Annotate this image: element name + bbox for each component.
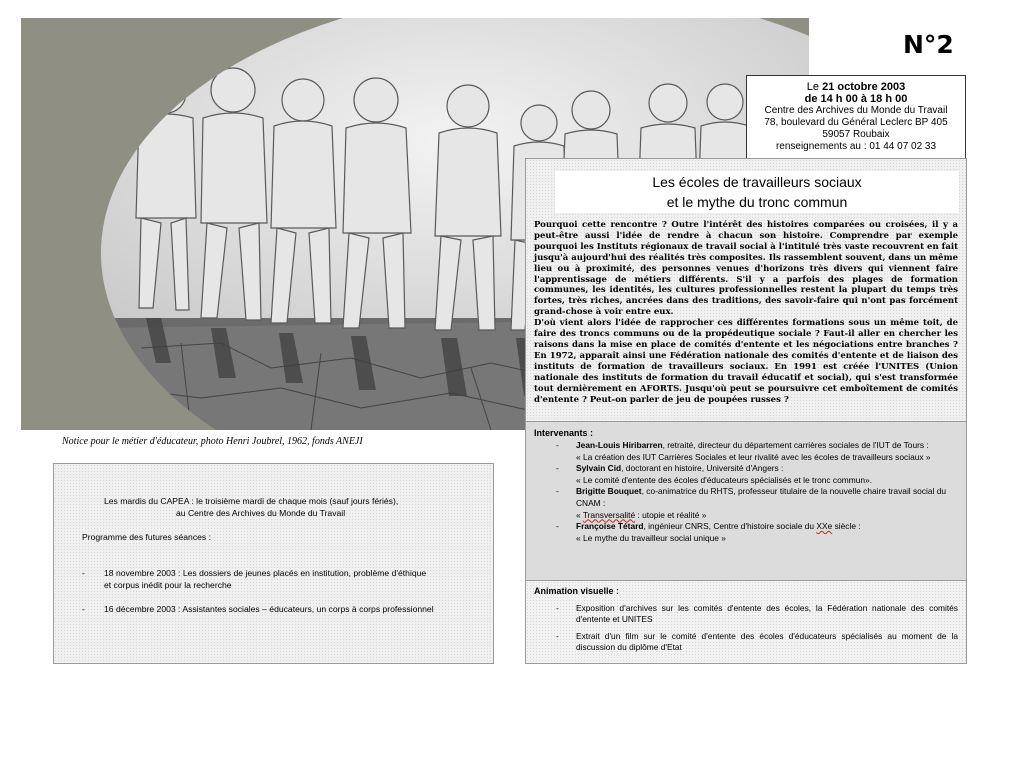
speaker-role: , doctorant en histoire, Université d'Angers : [621, 463, 784, 474]
main-article-panel [525, 158, 967, 422]
article-paragraph: D'où vient alors l'idée de rapprocher ces différentes formations sous un même toit, de faire des troncs communs ou de la propédeutique sociale ? Faut-il aller en chercher les raisons dans la mise en place de comités d'entente et les négociations entre branches ? En 1972, apparaît ainsi une Fédération nationale des comités d'entente et de liaison des instituts de formation de travailleurs sociaux. En 1991 est créée l'UNITES (Union nationale des instituts de formation du travail éducatif et social), qui s'est transformée tout dernièrement en AFORTS. Jusqu'où peut se poursuivre cet emboîtement de comités d'entente ? Peut-on parler de jeu de poupées russes ? [534, 318, 958, 405]
seminar-line1: Les mardis du CAPEA : le troisième mardi de chaque mois (sauf jours fériés), [104, 496, 399, 506]
speaker-talk: « Le comité d'entente des écoles d'éducateurs spécialisés et le tronc commun». [576, 474, 873, 485]
speaker-name: Brigitte Bouquet [576, 486, 642, 497]
session-1-line2: et corpus inédit pour la recherche [104, 580, 232, 590]
program-heading: Programme des futures séances : [82, 532, 211, 542]
visual-item [534, 603, 958, 624]
speakers-panel [525, 421, 967, 581]
visual-list [534, 603, 958, 652]
speaker-talk: « Le mythe du travailleur social unique » [576, 532, 726, 543]
event-date: 21 octobre 2003 [822, 81, 906, 93]
article-paragraph: Pourquoi cette rencontre ? Outre l'intérêt des histoires comparées ou croisées, il y a peut-être aussi l'idée de rendre à chacun son histoire. Comprendre par exemple pourquoi les Instituts régionaux de travail social à l'intitulé très vaste recouvrent en fait jusqu'à aujourd'hui des réalités très composites. Ils rassemblent souvent, dans un même lieu ou à proximité, des personnes venues d'horizons très divers qui viennent faire l'apprentissage de métiers différents. S'il y a parfois des plages de formation communes, les identités, les cultures professionnelles restent la plupart du temps très fortes, très riches, ancrées dans des traditions, des savoir-faire qui n'ont pas forcément grand-chose à voir entre eux. [534, 220, 958, 318]
speaker-item [534, 463, 958, 486]
event-venue: Centre des Archives du Monde du Travail [764, 105, 948, 116]
issue-number: N°2 [903, 30, 954, 59]
speaker-name: Françoise Tétard [576, 521, 644, 532]
list-dash: - [556, 486, 559, 497]
speaker-name: Sylvain Cid [576, 463, 622, 474]
event-address: 78, boulevard du Général Leclerc BP 405 [764, 117, 948, 128]
seminar-panel [53, 463, 494, 664]
speaker-item [534, 521, 958, 544]
event-date-prefix: Le [806, 81, 820, 93]
article-intro [534, 220, 958, 405]
speaker-item [534, 440, 958, 463]
list-dash: - [556, 440, 559, 450]
list-dash: - [556, 463, 559, 474]
event-time: de 14 h 00 à 18 h 00 [804, 93, 908, 105]
speaker-name: Jean-Louis Hiribarren [576, 440, 663, 450]
talk-prefix: « [576, 509, 583, 520]
visual-item [534, 631, 958, 652]
session-dash: - [82, 604, 85, 614]
event-city: 59057 Roubaix [822, 129, 890, 140]
event-date-line [747, 81, 965, 93]
event-info-phone: renseignements au : 01 44 07 02 33 [775, 141, 937, 152]
visual-item-text: Exposition d'archives sur les comités d'entente des écoles, la Fédération nationale des comités d'entente et UNITES [576, 603, 958, 624]
visual-heading: Animation visuelle : [534, 586, 620, 596]
spellcheck-marked-word: XXe [816, 521, 833, 532]
speakers-list [534, 440, 958, 544]
talk-suffix: : utopie et réalité » [635, 509, 707, 520]
speaker-talk: « La création des IUT Carrières Sociales et leur rivalité avec les écoles de travailleurs sociaux » [576, 451, 931, 462]
article-title-line2: et le mythe du tronc commun [666, 194, 848, 210]
visual-animation-panel [525, 580, 967, 664]
event-info-box [746, 75, 966, 161]
seminar-line2: au Centre des Archives du Monde du Travail [176, 508, 346, 518]
speaker-role-suffix: siècle : [832, 521, 861, 532]
session-2-line1: 16 décembre 2003 : Assistantes sociales – éducateurs, un corps à corps professionnel [104, 604, 434, 614]
speaker-role-prefix: , ingénieur CNRS, Centre d'histoire sociale du [643, 521, 817, 532]
speaker-talk [576, 510, 958, 522]
list-dash: - [556, 631, 559, 641]
spellcheck-marked-word: Transversalité [582, 509, 636, 520]
visual-item-text: Extrait d'un film sur le comité d'entente des écoles d'éducateurs spécialisés au moment de la discussion du diplôme d'Etat [576, 631, 958, 652]
speakers-heading: Intervenants : [534, 428, 594, 438]
session-1-line1: 18 novembre 2003 : Les dossiers de jeunes placés en institution, problème d'éthique [104, 568, 427, 578]
speaker-role: , co-animatrice du RHTS, professeur titulaire de la nouvelle chaire travail social du CNAM : [576, 486, 947, 508]
speaker-item [534, 486, 958, 521]
article-title [555, 171, 959, 213]
photo-caption: Notice pour le métier d'éducateur, photo Henri Joubrel, 1962, fonds ANEJI [62, 436, 363, 447]
article-title-line1: Les écoles de travailleurs sociaux [652, 174, 862, 190]
list-dash: - [556, 603, 559, 613]
session-dash: - [82, 568, 85, 578]
list-dash: - [556, 521, 559, 532]
speaker-role: , retraité, directeur du département carrières sociales de l'IUT de Tours : [662, 440, 929, 450]
